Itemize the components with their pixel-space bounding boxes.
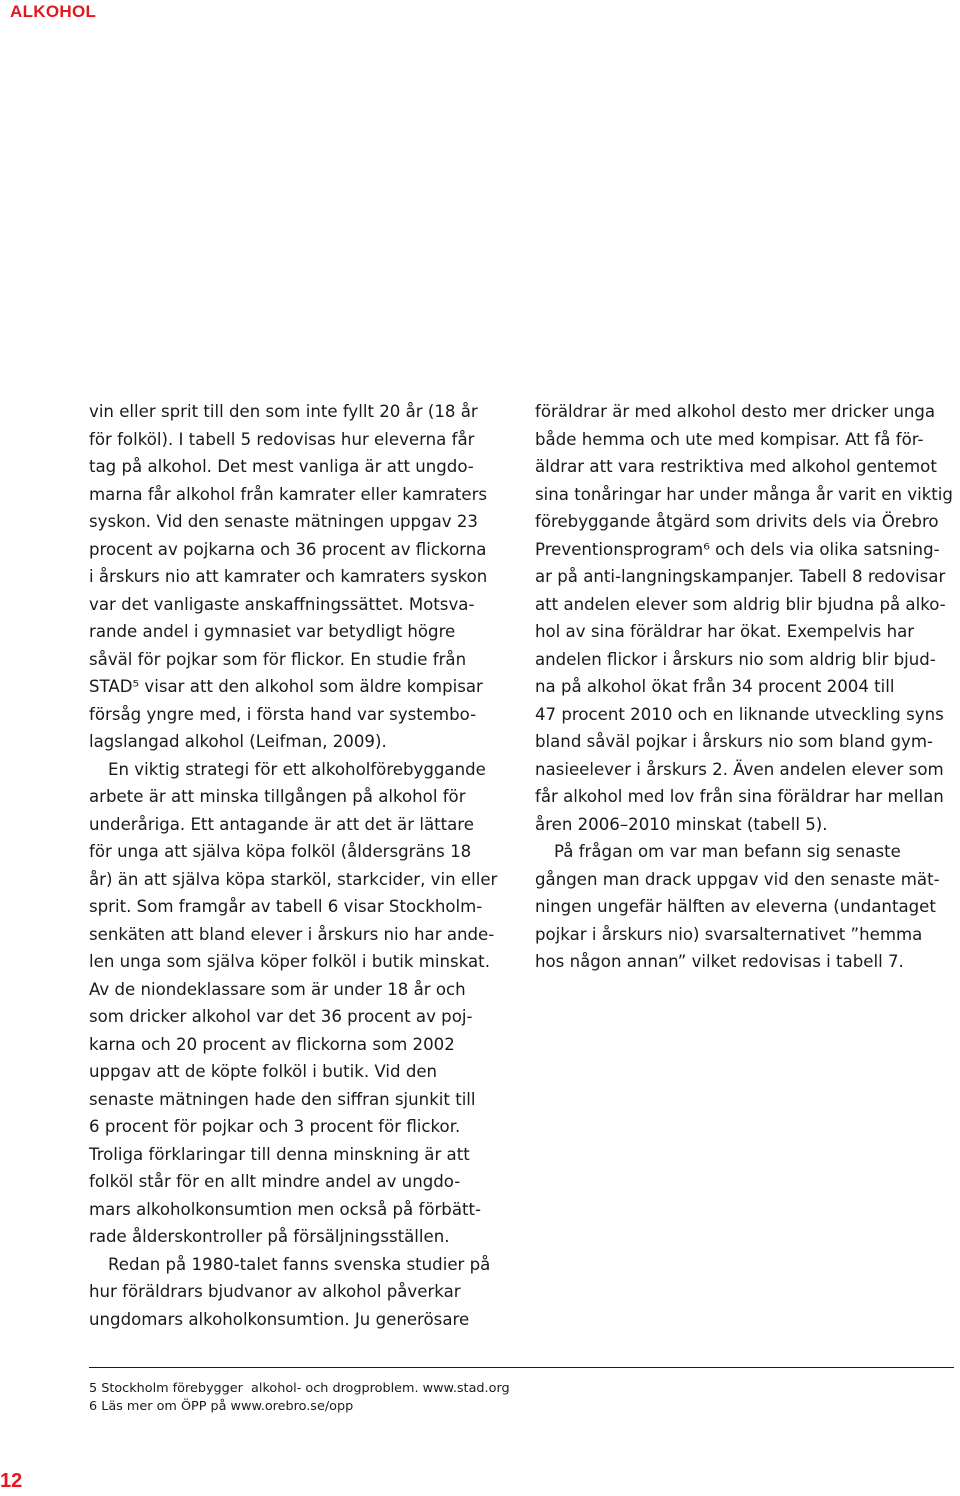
body-column-left — [89, 398, 519, 1333]
section-label: ALKOHOL — [10, 2, 97, 21]
footnotes — [89, 1380, 510, 1416]
paragraph: På frågan om var man befann sig senaste gången man drack uppgav vid den senaste mät- ningen ungefär hälften av eleverna (undantaget pojkar i årskurs nio) svarsalternativet ”hemma hos någon annan” vilket redovisas i tabell 7. — [535, 842, 940, 971]
paragraph: föräldrar är med alkohol desto mer dricker unga både hemma och ute med kompisar. Att få för- äldrar att vara restriktiva med alkohol gentemot sina tonåringar har under många år varit en viktig förebyggande åtgärd som drivits dels via Örebro Preventionsprogram⁶ och dels via olika satsning- ar på anti-langningskampanjer. Tabell 8 redovisar att andelen elever som aldrig blir bjudna på alko- hol av sina föräldrar har ökat. Exempelvis har andelen flickor i årskurs nio som aldrig blir bjud- na på alkohol ökat från 34 procent 2004 till 47 procent 2010 och en liknande utveckling syns bland såväl pojkar i årskurs nio som bland gym- nasieelever i årskurs 2. Även andelen elever som får alkohol med lov från sina föräldrar har mellan åren 2006–2010 minskat (tabell 5). — [535, 402, 953, 834]
paragraph: vin eller sprit till den som inte fyllt 20 år (18 år för folköl). I tabell 5 redovisas hur eleverna får tag på alkohol. Det mest vanliga är att ungdo- marna får alkohol från kamrater eller kamraters syskon. Vid den senaste mätningen uppgav 23 procent av pojkarna och 36 procent av flickorna i årskurs nio att kamrater och kamraters syskon var det vanligaste anskaffningssättet. Motsva- rande andel i gymnasiet var betydligt högre såväl för pojkar som för flickor. En studie från STAD⁵ visar att den alkohol som äldre kompisar försåg yngre med, i första hand var systembo- lagslangad alkohol (Leifman, 2009). — [89, 402, 488, 751]
page-number: 12 — [0, 1470, 23, 1492]
footnote-item: 5 Stockholm förebygger alkohol- och drogproblem. www.stad.org — [89, 1381, 510, 1396]
body-column-right — [535, 398, 960, 976]
footnote-divider — [89, 1367, 954, 1368]
paragraph: Redan på 1980-talet fanns svenska studier på hur föräldrars bjudvanor av alkohol påverkar ungdomars alkoholkonsumtion. Ju generösare — [89, 1254, 491, 1329]
paragraph: En viktig strategi för ett alkoholförebyggande arbete är att minska tillgången på alkohol för underåriga. Ett antagande är att det är lättare för unga att själva köpa folköl (åldersgräns 18 år) än att själva köpa starköl, starkcider, vin eller sprit. Som framgår av tabell 6 visar Stockholm- senkäten att bland elever i årskurs nio har ande- len unga som själva köper folköl i butik minskat. Av de niondeklassare som är under 18 år och som dricker alkohol var det 36 procent av poj- karna och 20 procent av flickorna som 2002 uppgav att de köpte folköl i butik. Vid den senaste mätningen hade den siffran sjunkit till 6 procent för pojkar och 3 procent för flickor. Troliga förklaringar till denna minskning är att folköl står för en allt mindre andel av ungdo- mars alkoholkonsumtion men också på förbätt- rade ålderskontroller på försäljningsställen. — [89, 759, 498, 1246]
footnote-item: 6 Läs mer om ÖPP på www.orebro.se/opp — [89, 1399, 354, 1414]
